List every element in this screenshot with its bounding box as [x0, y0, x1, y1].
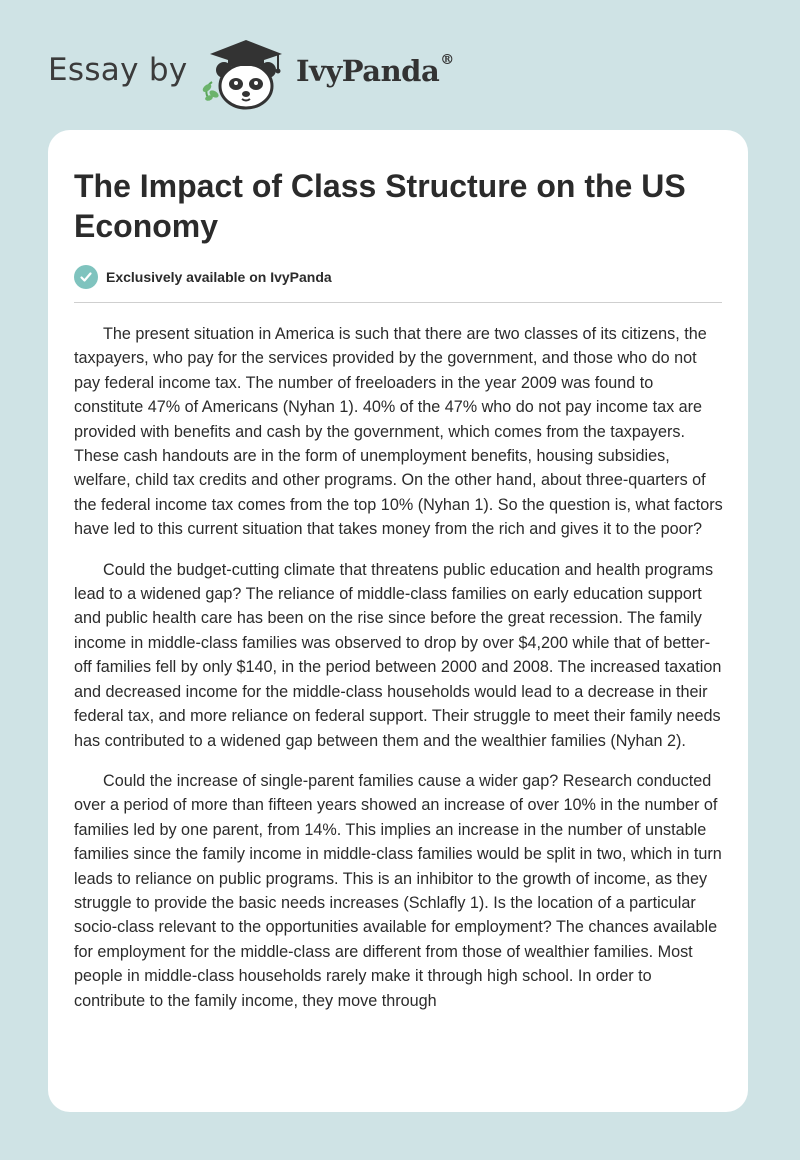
essay-by-label: Essay by [48, 52, 188, 88]
badge-label: Exclusively available on IvyPanda [106, 269, 332, 285]
exclusive-badge [74, 264, 332, 290]
divider [74, 302, 722, 303]
brand-name[interactable]: IvyPanda® [296, 52, 454, 88]
paragraph: Could the increase of single-parent families cause a wider gap? Research conducted over a period of more than fifteen years showed an increase of over 10% in the number of families led by one parent, from 14%. This implies an increase in the number of unstable families since the family income in middle-class families would be split in two, which in turn leads to reliance on public programs. This is an inhibitor to the growth of income, as they struggle to provide the basic needs increases (Schlafly 1). Is the location of a particular socio-class relevant to the opportunities available for employment? The chances available for employment for the middle-class are different from those of wealthier families. Most people in middle-class households rarely make it through high school. In order to contribute to the family income, they move through [74, 771, 722, 1010]
essay-card [48, 130, 748, 1112]
essay-body [74, 322, 726, 1029]
check-icon [74, 265, 98, 289]
panda-graduate-icon[interactable] [198, 36, 294, 110]
trademark: ® [440, 52, 454, 68]
paragraph: Could the budget-cutting climate that threatens public education and health programs lead to a widened gap? The reliance of middle-class families on early education support and public health care has been on the rise since before the great recession. The family income in middle-class families was observed to drop by over $4,200 while that of better-off families fell by only $140, in the period between 2000 and 2008. The increased taxation and decreased income for the middle-class households would lead to a decrease in their federal tax, and more reliance on federal support. Their struggle to meet their family needs has contributed to a widened gap between them and the wealthier families (Nyhan 2). [74, 560, 722, 750]
site-header [0, 0, 800, 130]
paragraph: The present situation in America is such that there are two classes of its citizens, the taxpayers, who pay for the services provided by the government, and those who do not pay federal income tax. The number of freeloaders in the year 2009 was found to constitute 47% of Americans (Nyhan 1). 40% of the 47% who do not pay income tax are provided with benefits and cash by the government, which comes from the taxpayers. These cash handouts are in the form of unemployment benefits, housing subsidies, welfare, child tax credits and other programs. On the other hand, about three-quarters of the federal income tax comes from the top 10% (Nyhan 1). So the question is, what factors have led to this current situation that takes money from the rich and gives it to the poor? [74, 325, 723, 539]
page-title: The Impact of Class Structure on the US Economy [74, 168, 686, 244]
